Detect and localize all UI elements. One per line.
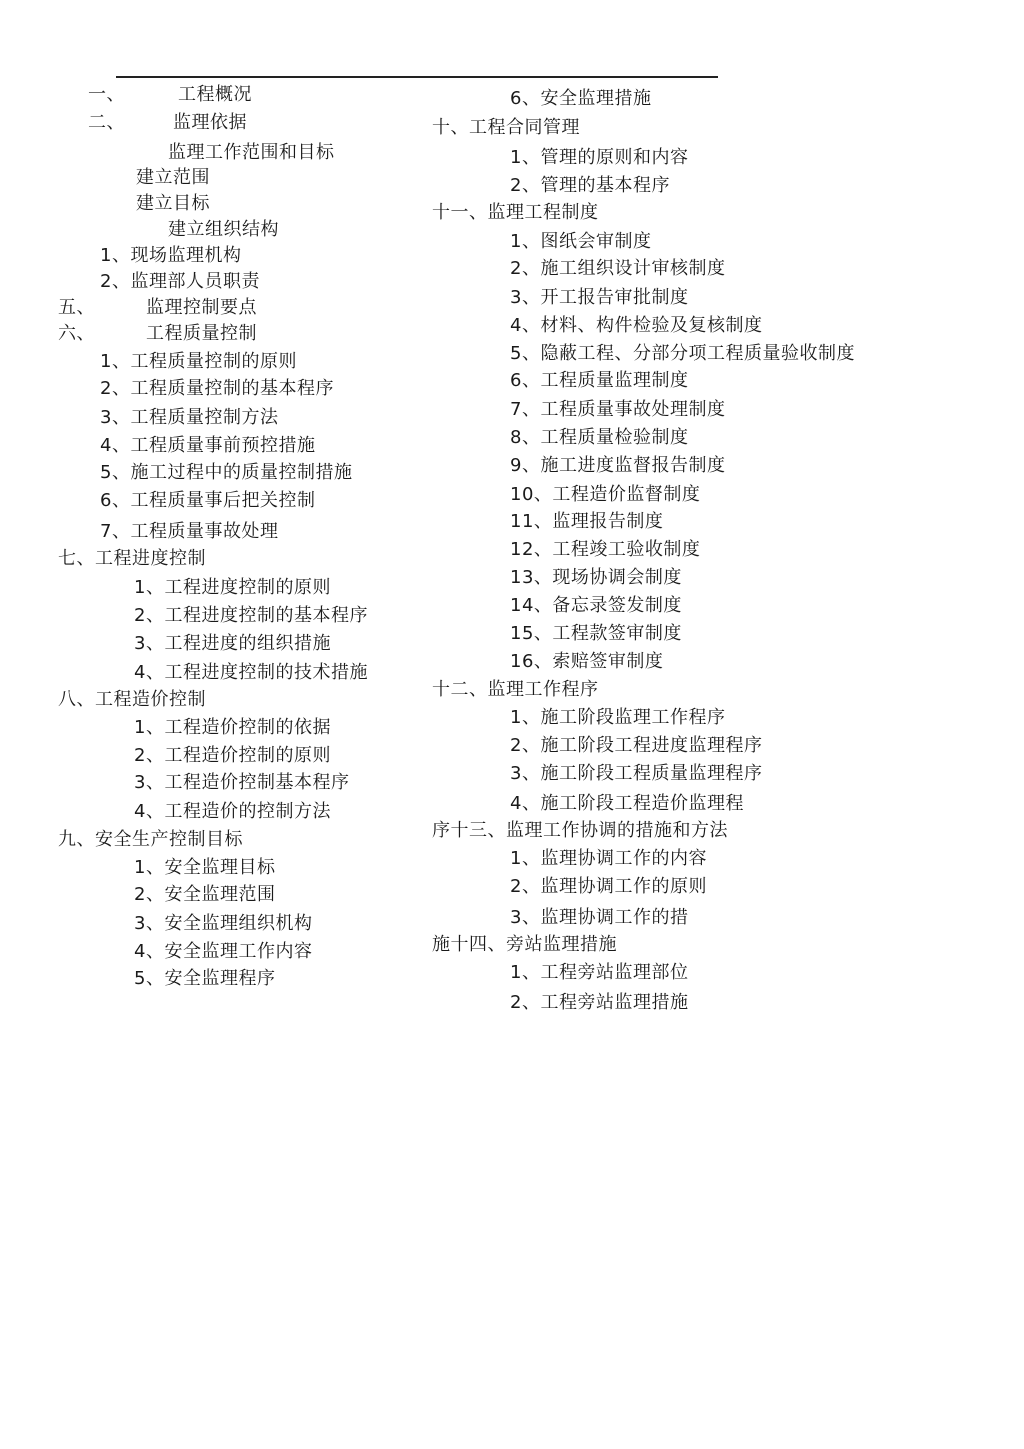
toc-text: 工程质量控制的基本程序: [130, 378, 334, 399]
toc-item: [58, 548, 206, 570]
toc-item: [510, 484, 700, 506]
toc-text: 安全监理措施: [540, 88, 652, 109]
toc-text: 监理报告制度: [552, 511, 664, 532]
toc-text: 开工报告审批制度: [540, 287, 689, 308]
toc-item: [134, 717, 331, 739]
toc-item: [58, 689, 206, 711]
toc-text: 监理工作协调的措施和方法: [506, 820, 728, 841]
toc-text: 工程质量控制: [146, 323, 257, 344]
toc-item: [136, 167, 210, 189]
toc-text: 索赔签审制度: [552, 651, 664, 672]
toc-number: 13、: [510, 567, 553, 588]
toc-item: [432, 934, 617, 956]
toc-number: 1、: [510, 707, 541, 728]
toc-number: 5、: [510, 343, 541, 364]
toc-item: [510, 623, 682, 645]
toc-text: 工程概况: [178, 84, 252, 105]
toc-text: 工程质量事故处理制度: [540, 399, 726, 420]
toc-item: [510, 907, 688, 929]
toc-item: [510, 455, 725, 477]
toc-item: [88, 112, 247, 134]
toc-text: 监理部人员职责: [130, 271, 260, 292]
toc-item: [510, 370, 688, 392]
toc-text: 旁站监理措施: [506, 934, 617, 955]
toc-item: [58, 323, 257, 345]
toc-text: 工程进度控制的技术措施: [164, 662, 368, 683]
toc-number: 3、: [510, 287, 541, 308]
toc-text: 监理工作程序: [487, 679, 599, 700]
toc-text: 工程造价控制: [95, 689, 206, 710]
toc-number: 施十四、: [432, 934, 506, 955]
toc-text: 施工阶段监理工作程序: [540, 707, 726, 728]
toc-number: 3、: [134, 633, 165, 654]
toc-item: [100, 521, 278, 543]
toc-number: 3、: [100, 407, 131, 428]
toc-text: 安全监理程序: [164, 968, 276, 989]
toc-text: 监理协调工作的措: [540, 907, 689, 928]
toc-item: [100, 245, 241, 267]
toc-text: 管理的基本程序: [540, 175, 670, 196]
toc-number: 15、: [510, 623, 553, 644]
toc-item: [510, 735, 762, 757]
toc-item: [100, 435, 315, 457]
toc-text: 施工阶段工程进度监理程序: [540, 735, 763, 756]
toc-text: 工程造价控制的依据: [164, 717, 331, 738]
toc-text: 施工阶段工程造价监理程: [540, 793, 744, 814]
toc-number: 1、: [100, 245, 131, 266]
toc-item: [134, 577, 331, 599]
toc-text: 施工进度监督报告制度: [540, 455, 726, 476]
toc-item: [134, 968, 275, 990]
toc-number: 2、: [100, 378, 131, 399]
toc-text: 安全生产控制目标: [95, 829, 243, 850]
toc-number: 2、: [510, 992, 541, 1013]
toc-text: 工程进度控制的原则: [164, 577, 331, 598]
toc-item: [100, 378, 334, 400]
toc-item: [100, 490, 315, 512]
toc-number: 9、: [510, 455, 541, 476]
toc-text: 工程质量控制的原则: [130, 351, 297, 372]
toc-number: 5、: [100, 462, 131, 483]
toc-number: 十二、: [432, 679, 488, 700]
toc-item: [168, 219, 279, 241]
toc-text: 工程质量事前预控措施: [130, 435, 316, 456]
toc-text: 监理协调工作的内容: [540, 848, 707, 869]
toc-text: 现场协调会制度: [552, 567, 682, 588]
toc-item: [510, 175, 670, 197]
toc-number: 11、: [510, 511, 553, 532]
toc-item: [136, 193, 210, 215]
toc-text: 施工阶段工程质量监理程序: [540, 763, 763, 784]
toc-number: 7、: [100, 521, 131, 542]
toc-text: 备忘录签发制度: [552, 595, 682, 616]
toc-text: 建立组织结构: [168, 219, 279, 240]
toc-number: 序十三、: [432, 820, 506, 841]
toc-text: 工程造价控制的原则: [164, 745, 331, 766]
toc-item: [134, 633, 331, 655]
toc-item: [134, 801, 331, 823]
toc-item: [134, 745, 331, 767]
toc-number: 7、: [510, 399, 541, 420]
toc-number: 1、: [134, 717, 165, 738]
toc-item: [510, 876, 707, 898]
toc-text: 工程质量检验制度: [540, 427, 689, 448]
toc-number: 七、: [58, 548, 95, 569]
toc-number: 4、: [510, 315, 541, 336]
toc-item: [134, 913, 312, 935]
toc-number: 4、: [510, 793, 541, 814]
toc-text: 工程进度控制的基本程序: [164, 605, 368, 626]
toc-number: 2、: [510, 258, 541, 279]
toc-text: 监理协调工作的原则: [540, 876, 707, 897]
toc-item: [88, 84, 252, 106]
toc-item: [510, 567, 682, 589]
toc-item: [100, 351, 297, 373]
toc-number: 1、: [510, 962, 541, 983]
toc-number: 10、: [510, 484, 553, 505]
toc-number: 九、: [58, 829, 95, 850]
toc-number: 8、: [510, 427, 541, 448]
toc-number: 一、: [88, 84, 125, 105]
toc-text: 建立范围: [136, 167, 210, 188]
top-rule: [116, 76, 718, 78]
toc-number: 6、: [510, 370, 541, 391]
toc-text: 工程进度控制: [95, 548, 206, 569]
toc-text: 安全监理工作内容: [164, 941, 313, 962]
toc-item: [510, 651, 663, 673]
toc-number: 十一、: [432, 202, 488, 223]
toc-item: [510, 763, 762, 785]
toc-number: 2、: [100, 271, 131, 292]
toc-item: [510, 343, 855, 365]
toc-number: 3、: [134, 913, 165, 934]
toc-number: 3、: [134, 772, 165, 793]
toc-text: 工程质量监理制度: [540, 370, 689, 391]
toc-number: 6、: [100, 490, 131, 511]
toc-item: [510, 962, 688, 984]
toc-item: [510, 848, 707, 870]
toc-item: [510, 258, 725, 280]
toc-text: 施工组织设计审核制度: [540, 258, 726, 279]
toc-item: [510, 707, 725, 729]
toc-number: 5、: [134, 968, 165, 989]
toc-item: [134, 857, 275, 879]
toc-text: 施工过程中的质量控制措施: [130, 462, 353, 483]
toc-item: [510, 147, 688, 169]
toc-item: [432, 679, 599, 701]
toc-item: [58, 297, 257, 319]
toc-item: [510, 231, 651, 253]
toc-text: 工程质量控制方法: [130, 407, 279, 428]
toc-text: 隐蔽工程、分部分项工程质量验收制度: [540, 343, 855, 364]
toc-text: 工程旁站监理部位: [540, 962, 689, 983]
toc-number: 1、: [100, 351, 131, 372]
toc-item: [100, 462, 352, 484]
toc-number: 2、: [510, 735, 541, 756]
toc-text: 工程造价监督制度: [552, 484, 701, 505]
toc-number: 八、: [58, 689, 95, 710]
toc-number: 6、: [510, 88, 541, 109]
toc-number: 12、: [510, 539, 553, 560]
toc-number: 14、: [510, 595, 553, 616]
toc-number: 1、: [510, 147, 541, 168]
toc-text: 建立目标: [136, 193, 210, 214]
toc-item: [100, 407, 278, 429]
toc-item: [134, 772, 349, 794]
toc-number: 2、: [510, 175, 541, 196]
toc-number: 2、: [134, 884, 165, 905]
toc-item: [510, 399, 725, 421]
toc-item: [134, 605, 368, 627]
toc-number: 2、: [134, 605, 165, 626]
toc-item: [510, 539, 700, 561]
toc-number: 五、: [58, 297, 95, 318]
toc-item: [510, 287, 688, 309]
toc-number: 1、: [510, 848, 541, 869]
toc-item: [510, 427, 688, 449]
toc-text: 工程质量事故处理: [130, 521, 279, 542]
toc-text: 工程款签审制度: [552, 623, 682, 644]
toc-number: 16、: [510, 651, 553, 672]
toc-number: 2、: [510, 876, 541, 897]
toc-number: 4、: [134, 662, 165, 683]
toc-text: 工程造价的控制方法: [164, 801, 331, 822]
toc-number: 1、: [134, 577, 165, 598]
toc-number: 3、: [510, 763, 541, 784]
toc-number: 二、: [88, 112, 125, 133]
toc-text: 安全监理目标: [164, 857, 276, 878]
toc-text: 图纸会审制度: [540, 231, 652, 252]
toc-text: 监理工程制度: [487, 202, 599, 223]
toc-text: 工程进度的组织措施: [164, 633, 331, 654]
toc-text: 工程质量事后把关控制: [130, 490, 316, 511]
toc-item: [510, 793, 744, 815]
toc-item: [510, 595, 682, 617]
toc-item: [510, 992, 688, 1014]
toc-number: 十、: [432, 117, 469, 138]
toc-item: [134, 884, 275, 906]
toc-item: [134, 941, 312, 963]
toc-text: 工程竣工验收制度: [552, 539, 701, 560]
toc-text: 材料、构件检验及复核制度: [540, 315, 763, 336]
toc-text: 安全监理组织机构: [164, 913, 313, 934]
toc-item: [58, 829, 243, 851]
toc-text: 工程合同管理: [469, 117, 580, 138]
toc-item: [432, 820, 728, 842]
toc-number: 4、: [134, 801, 165, 822]
toc-item: [432, 202, 599, 224]
toc-item: [168, 142, 335, 164]
toc-text: 监理依据: [173, 112, 247, 133]
toc-number: 3、: [510, 907, 541, 928]
toc-number: 1、: [134, 857, 165, 878]
toc-item: [100, 271, 260, 293]
toc-text: 工程造价控制基本程序: [164, 772, 350, 793]
toc-number: 2、: [134, 745, 165, 766]
toc-text: 监理工作范围和目标: [168, 142, 335, 163]
toc-number: 六、: [58, 323, 95, 344]
toc-text: 监理控制要点: [146, 297, 257, 318]
toc-number: 4、: [100, 435, 131, 456]
toc-item: [432, 117, 580, 139]
toc-text: 工程旁站监理措施: [540, 992, 689, 1013]
toc-text: 现场监理机构: [130, 245, 242, 266]
toc-item: [510, 315, 762, 337]
toc-item: [510, 511, 663, 533]
toc-item: [510, 88, 651, 110]
toc-number: 4、: [134, 941, 165, 962]
toc-text: 安全监理范围: [164, 884, 276, 905]
toc-number: 1、: [510, 231, 541, 252]
toc-text: 管理的原则和内容: [540, 147, 689, 168]
toc-item: [134, 662, 368, 684]
